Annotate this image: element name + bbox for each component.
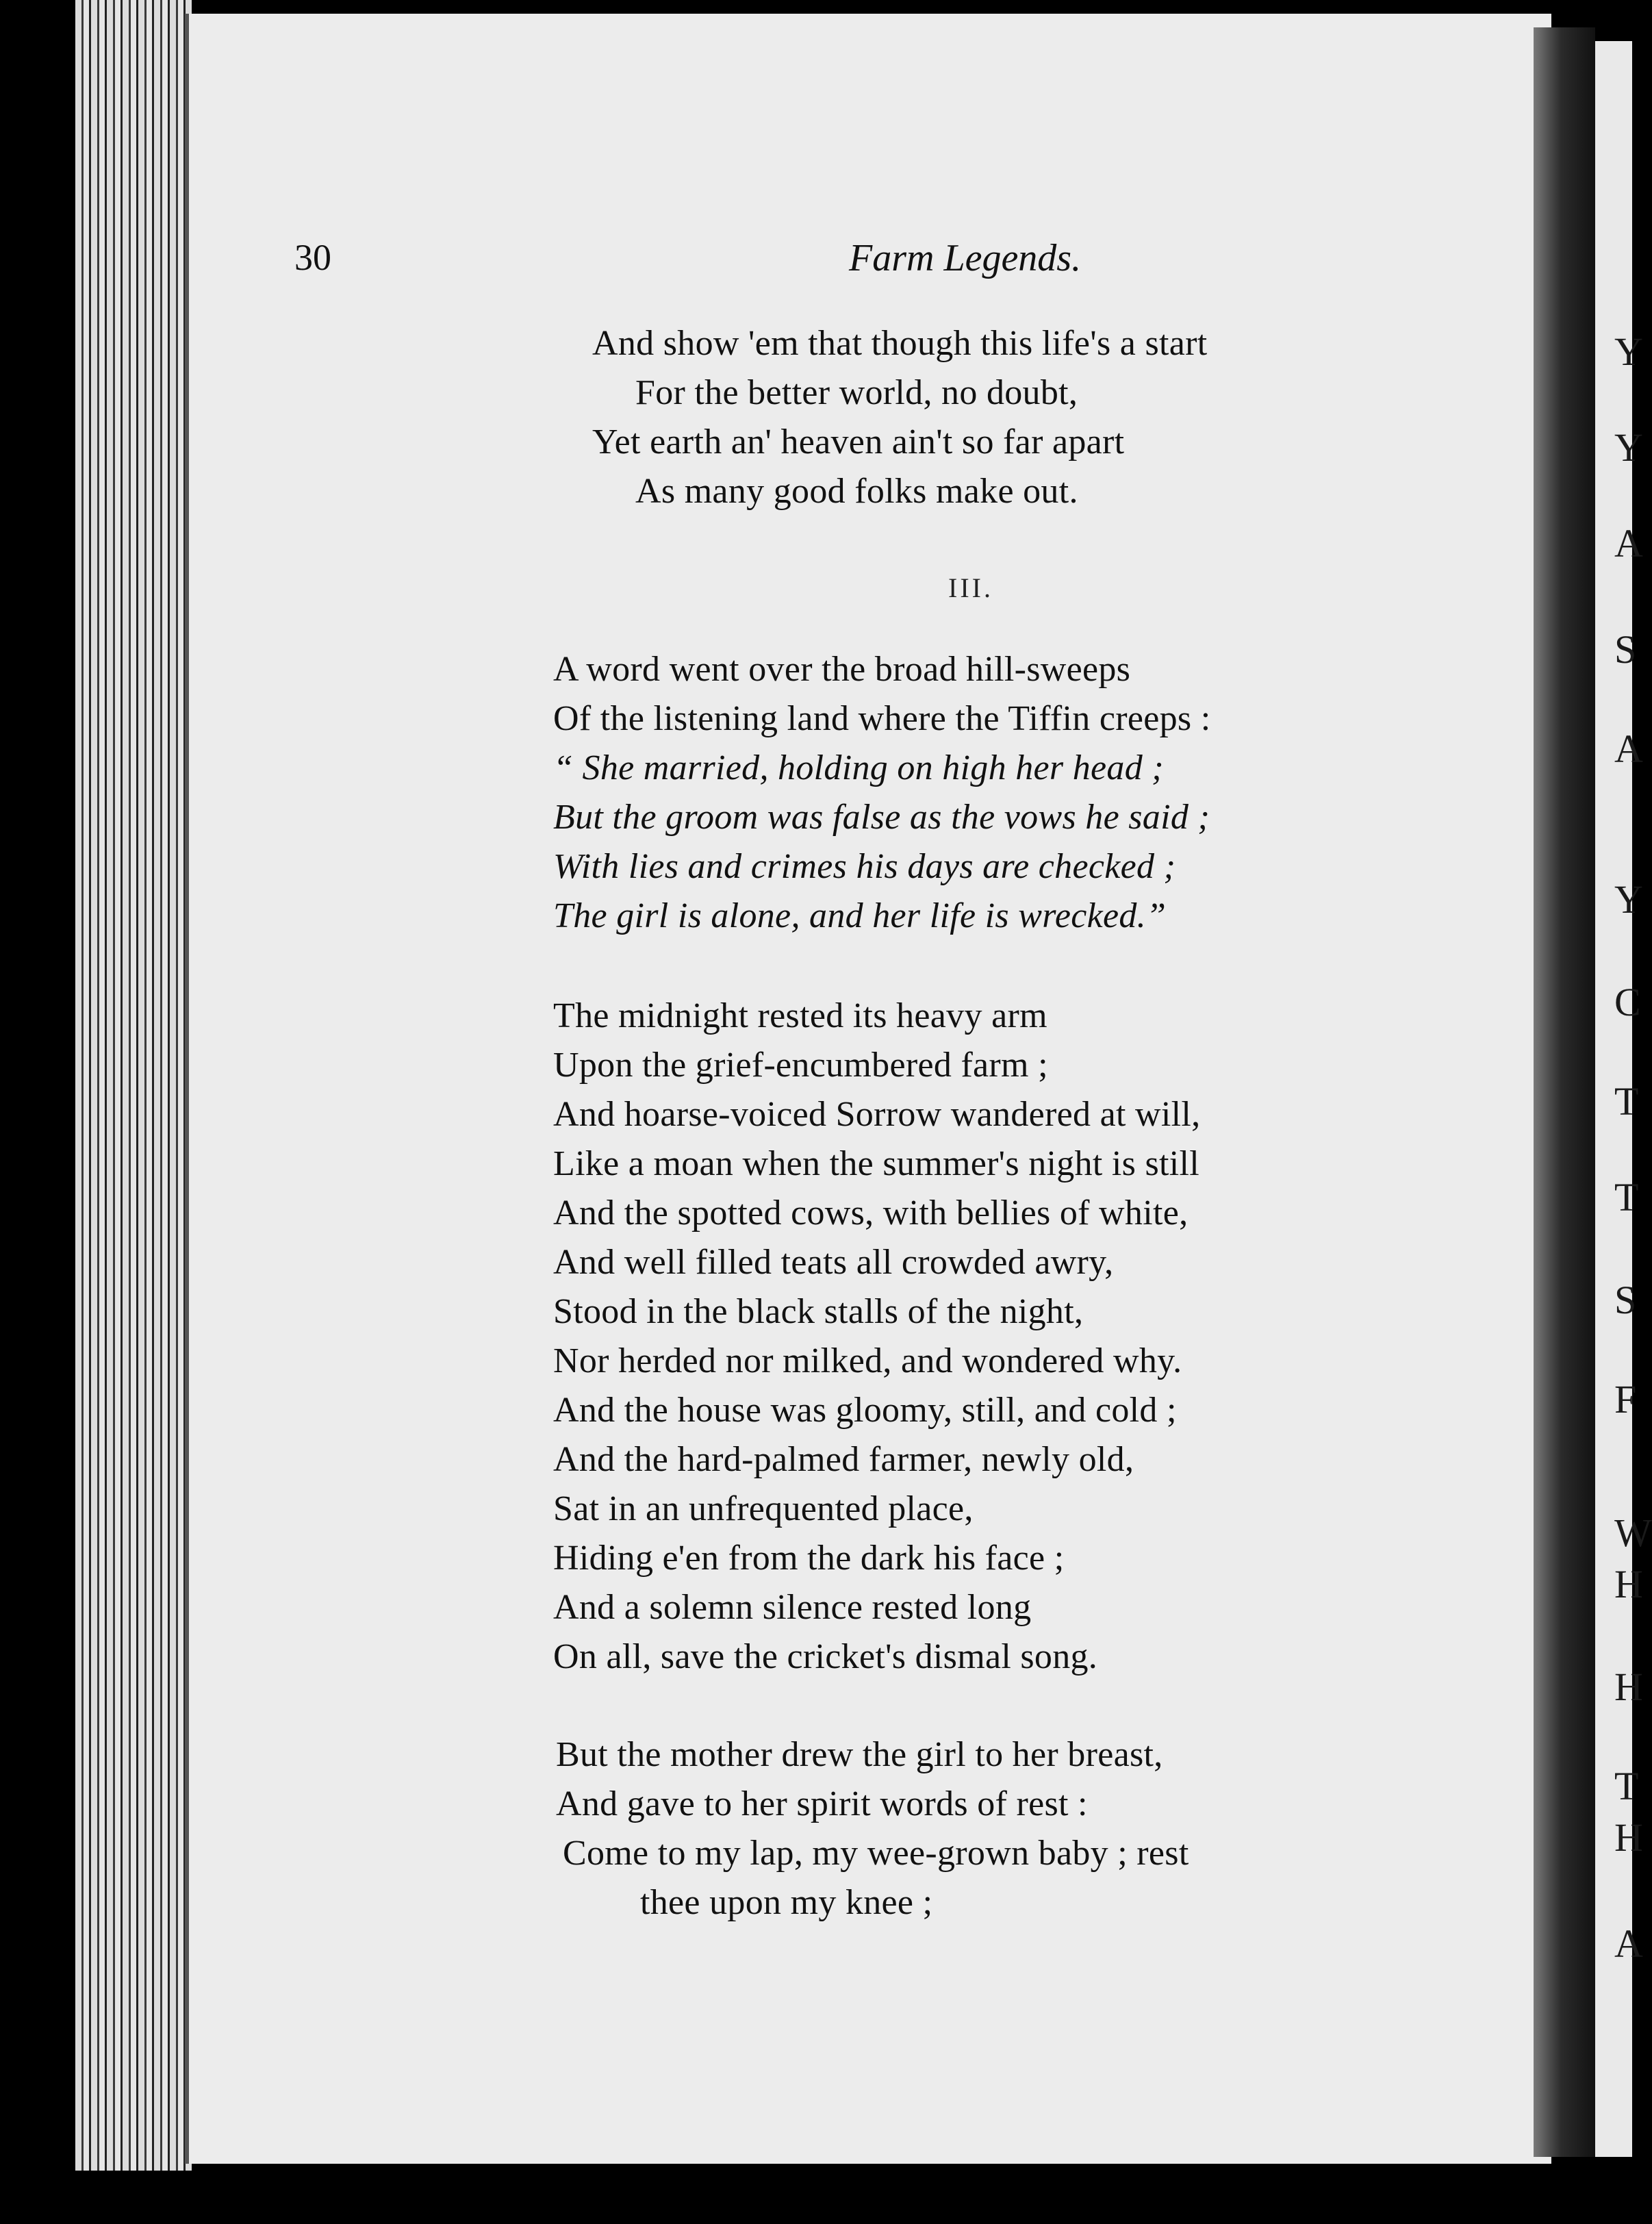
- facing-page-letter: F: [1614, 1377, 1637, 1421]
- facing-page-letter: H: [1614, 1815, 1643, 1860]
- poem-line: With lies and crimes his days are checked ;: [553, 847, 1176, 886]
- poem-line: And the house was gloomy, still, and cold ;: [553, 1391, 1177, 1430]
- poem-line: And show 'em that though this life's a start: [592, 324, 1208, 363]
- page-number: 30: [294, 237, 331, 278]
- facing-page-letter: C: [1614, 980, 1641, 1024]
- poem-line: For the better world, no doubt,: [635, 373, 1078, 412]
- poem-line: Stood in the black stalls of the night,: [553, 1292, 1084, 1331]
- book-gutter: [1534, 27, 1595, 2157]
- facing-page-letter: T: [1614, 1764, 1639, 1808]
- facing-page-letter: T: [1614, 1175, 1639, 1220]
- poem-line: Like a moan when the summer's night is still: [553, 1144, 1199, 1183]
- section-heading: III.: [948, 572, 993, 603]
- poem-line: Sat in an unfrequented place,: [553, 1489, 974, 1528]
- poem-line: Upon the grief-encumbered farm ;: [553, 1046, 1048, 1085]
- poem-line: On all, save the cricket's dismal song.: [553, 1637, 1098, 1676]
- poem-line: And the spotted cows, with bellies of white,: [553, 1193, 1189, 1233]
- page-edges: [75, 0, 192, 2171]
- poem-line: Of the listening land where the Tiffin creeps :: [553, 699, 1211, 738]
- facing-page-letter: A: [1614, 726, 1643, 771]
- facing-page-letter: Y: [1614, 329, 1643, 374]
- poem-line: The midnight rested its heavy arm: [553, 996, 1047, 1035]
- page-header: [0, 236, 1632, 291]
- poem-line: Yet earth an' heaven ain't so far apart: [592, 422, 1125, 462]
- facing-page-letter: T: [1614, 1079, 1639, 1124]
- poem-line: Come to my lap, my wee-grown baby ; rest: [563, 1834, 1189, 1873]
- poem-line: And well filled teats all crowded awry,: [553, 1243, 1114, 1282]
- facing-page-letter: S: [1614, 1278, 1637, 1322]
- poem-line: The girl is alone, and her life is wrecked.”: [553, 896, 1167, 935]
- poem-line: A word went over the broad hill-sweeps: [553, 650, 1131, 689]
- poem-line: Nor herded nor milked, and wondered why.: [553, 1341, 1182, 1380]
- poem-line: But the groom was false as the vows he said ;: [553, 798, 1210, 837]
- facing-page-letter: A: [1614, 1921, 1643, 1966]
- facing-page-letter: A: [1614, 521, 1643, 566]
- running-title: Farm Legends.: [849, 237, 1082, 279]
- poem-line: “ She married, holding on high her head ;: [553, 748, 1164, 787]
- poem-line: And a solemn silence rested long: [553, 1588, 1032, 1627]
- facing-page-letter: H: [1614, 1665, 1643, 1709]
- poem-line: As many good folks make out.: [635, 472, 1078, 511]
- poem-line: And hoarse-voiced Sorrow wandered at will,: [553, 1095, 1201, 1134]
- poem-line: And the hard-palmed farmer, newly old,: [553, 1440, 1134, 1479]
- facing-page-letter: S: [1614, 627, 1637, 672]
- facing-page-letter: W: [1614, 1511, 1652, 1555]
- poem-line: Hiding e'en from the dark his face ;: [553, 1539, 1065, 1578]
- poem-line: But the mother drew the girl to her breast,: [556, 1735, 1163, 1774]
- poem-line: And gave to her spirit words of rest :: [556, 1784, 1088, 1823]
- facing-page-edge: [1595, 41, 1652, 2157]
- poem-line: thee upon my knee ;: [640, 1883, 933, 1922]
- facing-page-letter: Y: [1614, 877, 1643, 922]
- facing-page-letter: H: [1614, 1562, 1643, 1606]
- facing-page-letter: Y: [1614, 425, 1643, 470]
